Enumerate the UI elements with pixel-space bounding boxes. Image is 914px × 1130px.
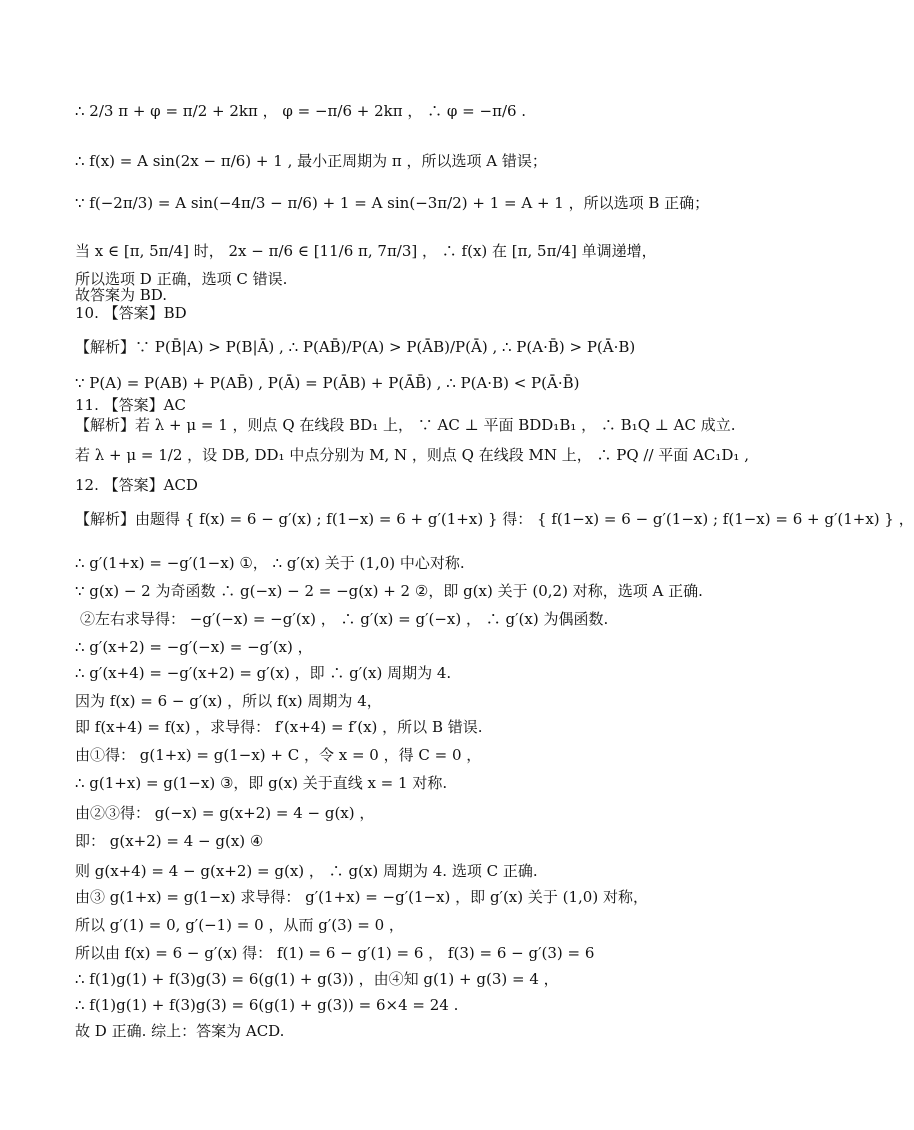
solution-line: 即 f(x+4) = f(x) ，求导得： f′(x+4) = f′(x) ，所以 B 错误. <box>75 718 483 736</box>
solution-line: 【解析】由题得 { f(x) = 6 − g′(x) ; f(1−x) = 6 + g′(1+x) } 得： { f(1−x) = 6 − g′(1−x) ; f(1−x) = 6 + g′(1+x) } ， <box>75 510 914 528</box>
solution-line: 由③ g(1+x) = g(1−x) 求导得： g′(1+x) = −g′(1−x) ，即 g′(x) 关于 (1,0) 对称， <box>75 888 648 906</box>
solution-line: ∴ g′(1+x) = −g′(1−x) ①， ∴ g′(x) 关于 (1,0) 中心对称. <box>75 554 465 572</box>
solution-line: 【解析】∵ P(B̄|A) > P(B|Ā) , ∴ P(AB̄)/P(A) > P(ĀB)/P(Ā) , ∴ P(A·B̄) > P(Ā·B) <box>75 338 636 356</box>
solution-line: ∴ g′(x+4) = −g′(x+2) = g′(x) ，即 ∴ g′(x) 周期为 4. <box>75 664 452 682</box>
solution-line: ∵ f(−2π/3) = A sin(−4π/3 − π/6) + 1 = A sin(−3π/2) + 1 = A + 1 ，所以选项 B 正确； <box>75 194 710 212</box>
solution-line: ∴ g′(x+2) = −g′(−x) = −g′(x) ， <box>75 638 313 656</box>
solution-line: ∴ 2/3 π + φ = π/2 + 2kπ ， φ = −π/6 + 2kπ ， ∴ φ = −π/6 . <box>75 102 527 120</box>
question-answer-heading: 12. 【答案】ACD <box>75 476 198 494</box>
solution-line: ∴ f(x) = A sin(2x − π/6) + 1 , 最小正周期为 π ，所以选项 A 错误； <box>75 152 547 170</box>
solution-line: 所以 g′(1) = 0, g′(−1) = 0 ，从而 g′(3) = 0 ， <box>75 916 404 934</box>
solution-line: 由②③得： g(−x) = g(x+2) = 4 − g(x) ， <box>75 804 375 822</box>
solution-line: ∵ g(x) − 2 为奇函数 ∴ g(−x) − 2 = −g(x) + 2 ②，即 g(x) 关于 (0,2) 对称，选项 A 正确. <box>75 582 703 600</box>
solution-line: 所以选项 D 正确，选项 C 错误. <box>75 270 288 288</box>
solution-line: 所以由 f(x) = 6 − g′(x) 得： f(1) = 6 − g′(1) = 6 ， f(3) = 6 − g′(3) = 6 <box>75 944 595 962</box>
solution-line: 当 x ∈ [π, 5π/4] 时， 2x − π/6 ∈ [11/6 π, 7π/3] ， ∴ f(x) 在 [π, 5π/4] 单调递增， <box>75 242 657 260</box>
solution-line: ∴ f(1)g(1) + f(3)g(3) = 6(g(1) + g(3)) = 6×4 = 24 . <box>75 996 459 1014</box>
question-answer-heading: 11. 【答案】AC <box>75 396 186 414</box>
solution-line: ②左右求导得： −g′(−x) = −g′(x) ， ∴ g′(x) = g′(−x) ， ∴ g′(x) 为偶函数. <box>80 610 609 628</box>
solution-line: 由①得： g(1+x) = g(1−x) + C ，令 x = 0 ，得 C = 0 ， <box>75 746 482 764</box>
solution-line: 若 λ + μ = 1/2 ，设 DB, DD₁ 中点分别为 M, N ，则点 Q 在线段 MN 上， ∴ PQ // 平面 AC₁D₁ , <box>75 446 749 464</box>
question-answer-heading: 10. 【答案】BD <box>75 304 187 322</box>
solution-line: ∵ P(A) = P(AB) + P(AB̄) , P(Ā) = P(ĀB) + P(ĀB̄) , ∴ P(A·B) < P(Ā·B̄) <box>75 374 580 392</box>
solution-line: 故 D 正确. 综上：答案为 ACD. <box>75 1022 285 1040</box>
solution-line: 因为 f(x) = 6 − g′(x) ，所以 f(x) 周期为 4， <box>75 692 382 710</box>
solution-line: 即： g(x+2) = 4 − g(x) ④ <box>75 832 264 850</box>
solution-line: ∴ f(1)g(1) + f(3)g(3) = 6(g(1) + g(3)) ，由④知 g(1) + g(3) = 4 ， <box>75 970 559 988</box>
solution-line: ∴ g(1+x) = g(1−x) ③，即 g(x) 关于直线 x = 1 对称. <box>75 774 448 792</box>
solution-line: 【解析】若 λ + μ = 1 ，则点 Q 在线段 BD₁ 上， ∵ AC ⊥ 平面 BDD₁B₁ ， ∴ B₁Q ⊥ AC 成立. <box>75 416 736 434</box>
solution-line: 则 g(x+4) = 4 − g(x+2) = g(x) ， ∴ g(x) 周期为 4. 选项 C 正确. <box>75 862 538 880</box>
solution-line: 故答案为 BD. <box>75 286 168 304</box>
